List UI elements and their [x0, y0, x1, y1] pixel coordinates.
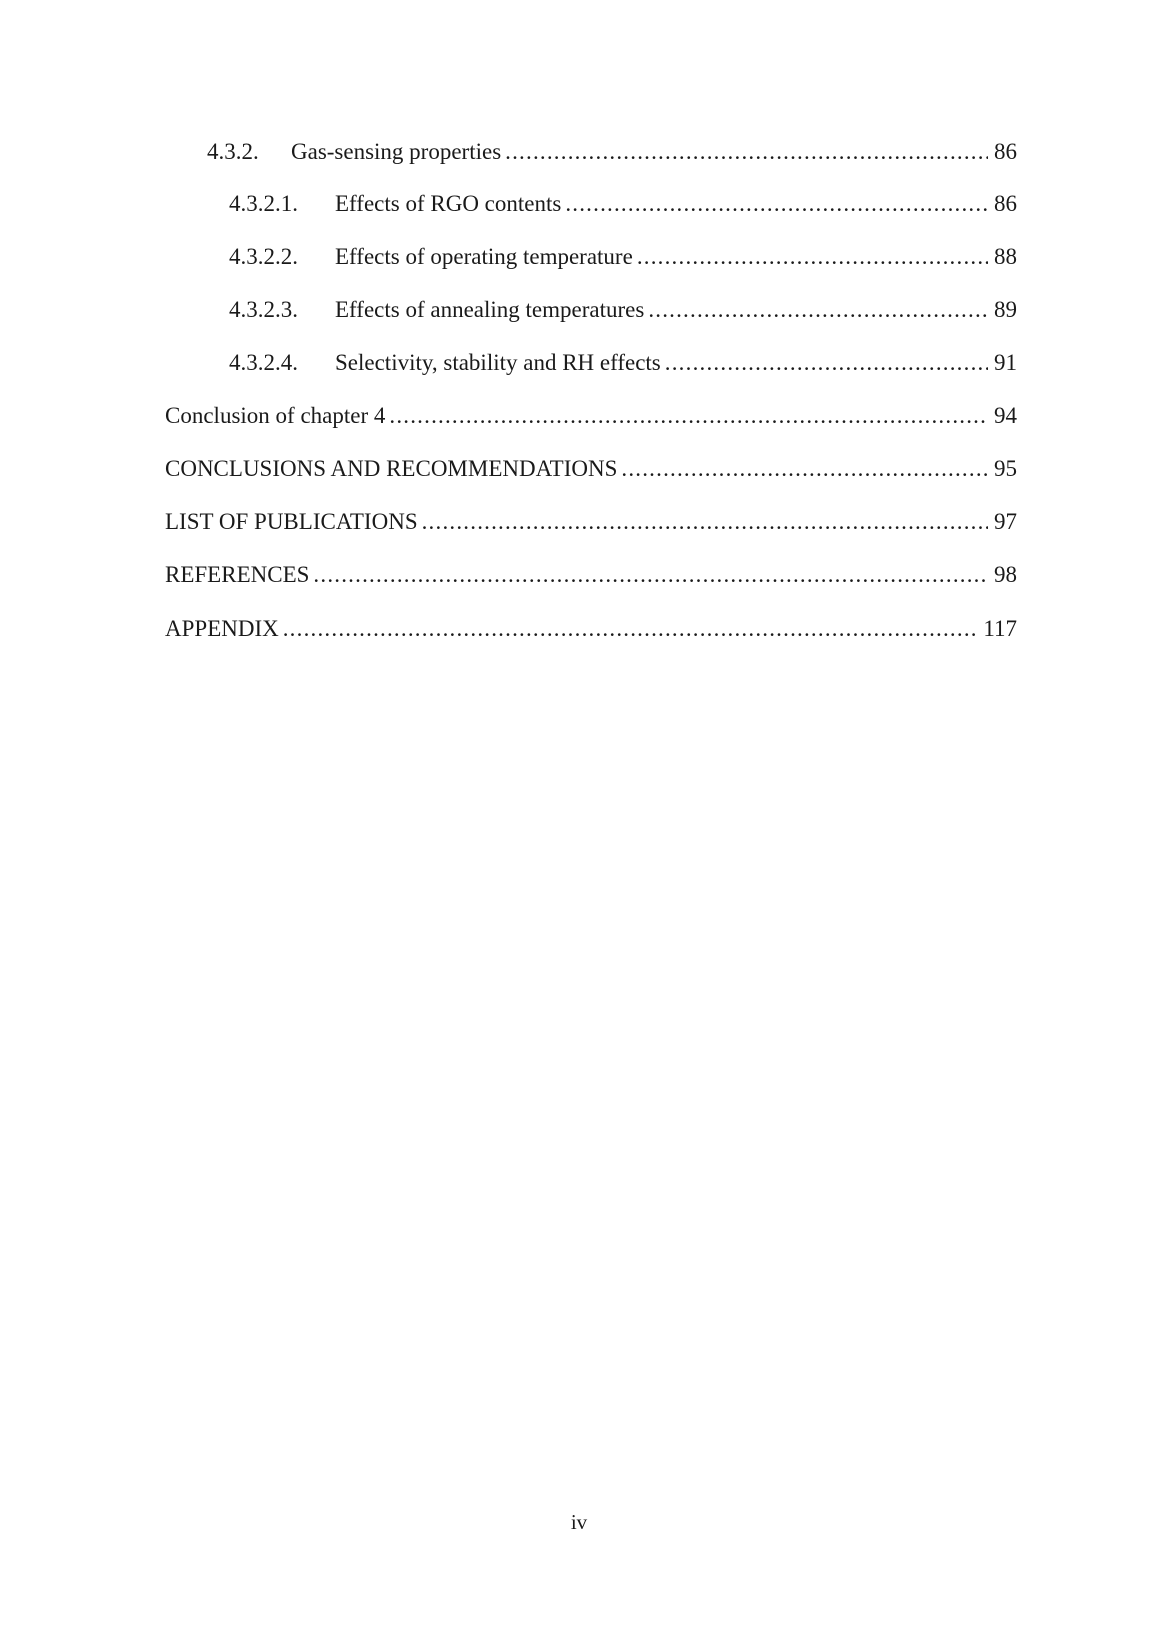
dot-leader	[648, 295, 988, 325]
toc-entry-title: Selectivity, stability and RH effects	[335, 350, 661, 375]
toc-entry[interactable]	[0, 189, 1158, 219]
toc-entry-page: 94	[994, 403, 1017, 428]
dot-leader	[313, 560, 988, 590]
toc-entry-number: 4.3.2.1.	[229, 191, 298, 216]
toc-entry-line	[291, 137, 1017, 167]
dot-leader	[565, 189, 988, 219]
toc-entry-page: 88	[994, 244, 1017, 269]
dot-leader	[665, 348, 988, 378]
toc-entry-number: 4.3.2.3.	[229, 297, 298, 322]
toc-entry[interactable]	[0, 242, 1158, 272]
toc-entry-title: Gas-sensing properties	[291, 139, 502, 164]
toc-entry[interactable]	[0, 454, 1158, 484]
toc-entry-line	[165, 401, 1017, 431]
toc-entry-number: 4.3.2.4.	[229, 350, 298, 375]
toc-entry-page: 86	[994, 191, 1017, 216]
toc-entry[interactable]	[0, 137, 1158, 167]
toc-entry-title: Effects of annealing temperatures	[335, 297, 645, 322]
toc-entry[interactable]	[0, 614, 1158, 644]
toc-entry[interactable]	[0, 560, 1158, 590]
dot-leader	[283, 614, 978, 644]
toc-entry-line	[335, 348, 1017, 378]
toc-entry-page: 98	[994, 562, 1017, 587]
toc-entry-line	[165, 560, 1017, 590]
toc-entry-line	[335, 295, 1017, 325]
toc-entry-title: Effects of RGO contents	[335, 191, 562, 216]
dot-leader	[422, 507, 988, 537]
toc-entry-page: 91	[994, 350, 1017, 375]
toc-entry-title: REFERENCES	[165, 562, 310, 587]
toc-entry-title: APPENDIX	[165, 616, 279, 641]
toc-entry-page: 95	[994, 456, 1017, 481]
toc-entry-line	[165, 507, 1017, 537]
toc-entry-title: LIST OF PUBLICATIONS	[165, 509, 418, 534]
toc-entry-page: 86	[994, 139, 1017, 164]
toc-entry-title: Conclusion of chapter 4	[165, 403, 386, 428]
toc-entry[interactable]	[0, 401, 1158, 431]
toc-entry-line	[165, 454, 1017, 484]
toc-entry-line	[335, 189, 1017, 219]
toc-entry-page: 89	[994, 297, 1017, 322]
toc-entry-number: 4.3.2.	[207, 139, 259, 164]
toc-entry-line	[335, 242, 1017, 272]
toc-entry-number: 4.3.2.2.	[229, 244, 298, 269]
toc-entry[interactable]	[0, 507, 1158, 537]
dot-leader	[621, 454, 988, 484]
toc-entry-title: Effects of operating temperature	[335, 244, 633, 269]
toc-entry-page: 97	[994, 509, 1017, 534]
toc-entry-line	[165, 614, 1017, 644]
dot-leader	[389, 401, 988, 431]
dot-leader	[505, 137, 988, 167]
toc-entry[interactable]	[0, 295, 1158, 325]
toc-entry[interactable]	[0, 348, 1158, 378]
page-number: iv	[570, 1510, 588, 1534]
toc-entry-page: 117	[983, 616, 1017, 641]
dot-leader	[637, 242, 988, 272]
toc-entry-title: CONCLUSIONS AND RECOMMENDATIONS	[165, 456, 618, 481]
